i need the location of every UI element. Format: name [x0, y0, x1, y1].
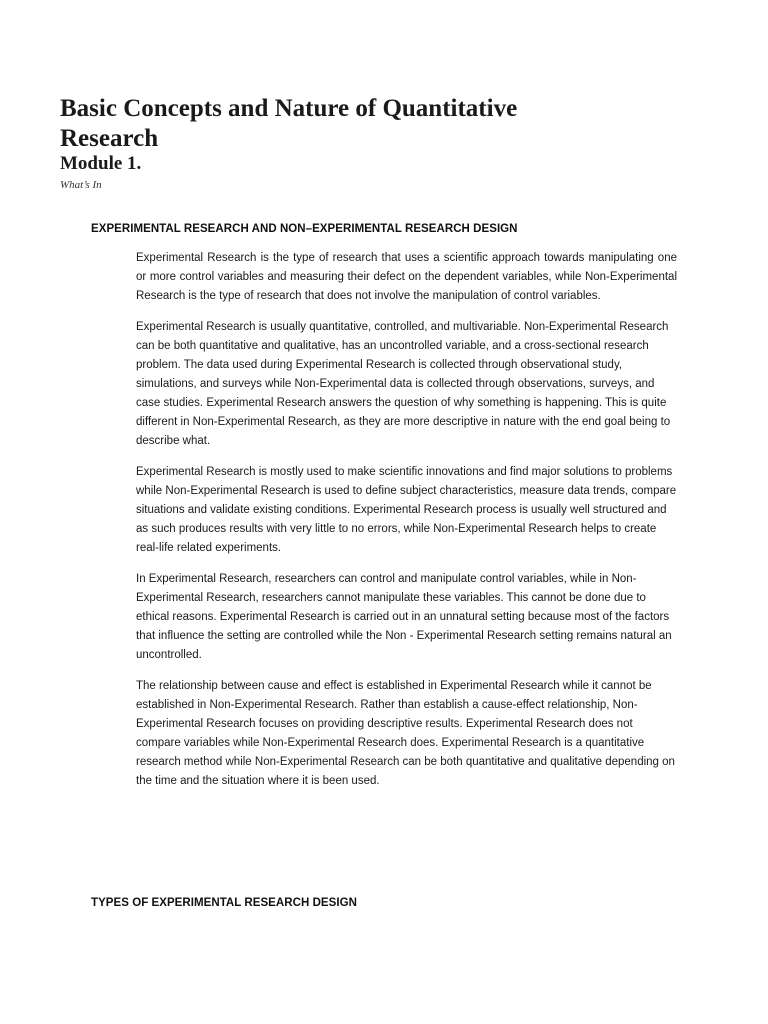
document-title-line-1: Basic Concepts and Nature of Quantitative: [60, 95, 518, 122]
paragraph: Experimental Research is the type of research that uses a scientific approach towards manipulating one or more control variables and measuring their defect on the dependent variables, while Non-Experimental Research is the type of research that does not involve the manipulation of control variables.: [136, 252, 677, 302]
document-title-line-2: Research: [60, 125, 159, 152]
paragraph: Experimental Research is mostly used to make scientific innovations and find major solutions to problems while Non-Experimental Research is used to define subject characteristics, measure data trends, compare situations and validate existing conditions. Experimental Research process is usually well structured and as such produces results with very little to no errors, while Non-Experimental Research helps to create real-life related experiments.: [136, 466, 677, 554]
paragraph: In Experimental Research, researchers can control and manipulate control variables, while in Non-Experimental Research, researchers cannot manipulate these variables. This cannot be done due to ethical reasons. Experimental Research is carried out in an unnatural setting because most of the factors that influence the setting are controlled while the Non - Experimental Research setting remains natural an uncontrolled.: [136, 573, 672, 661]
section-heading-types-of-experimental-design: TYPES OF EXPERIMENTAL RESEARCH DESIGN: [91, 897, 357, 909]
paragraph: The relationship between cause and effect is established in Experimental Research while it cannot be established in Non-Experimental Research. Rather than establish a cause-effect relationship, Non-Experimental Research focuses on providing descriptive results. Experimental Research does not compare variables while Non-Experimental Research does. Experimental Research is a quantitative research method while Non-Experimental Research can be both quantitative and qualitative depending on the time and the situation where it is been used.: [136, 680, 675, 787]
module-label: Module 1.: [60, 153, 142, 174]
section-body: [136, 249, 677, 803]
section-subtitle: What’s In: [60, 179, 102, 191]
section-heading-experimental-vs-non-experimental: EXPERIMENTAL RESEARCH AND NON–EXPERIMENTAL RESEARCH DESIGN: [91, 223, 518, 235]
document-title: [60, 94, 620, 154]
paragraph: Experimental Research is usually quantitative, controlled, and multivariable. Non-Experimental Research can be both quantitative and qualitative, has an uncontrolled variable, and a cross-sectional research problem. The data used during Experimental Research is collected through observational study, simulations, and surveys while Non-Experimental data is collected through observations, surveys, and case studies. Experimental Research answers the question of why something is happening. This is quite different in Non-Experimental Research, as they are more descriptive in nature with the end goal being to describe what.: [136, 321, 671, 447]
